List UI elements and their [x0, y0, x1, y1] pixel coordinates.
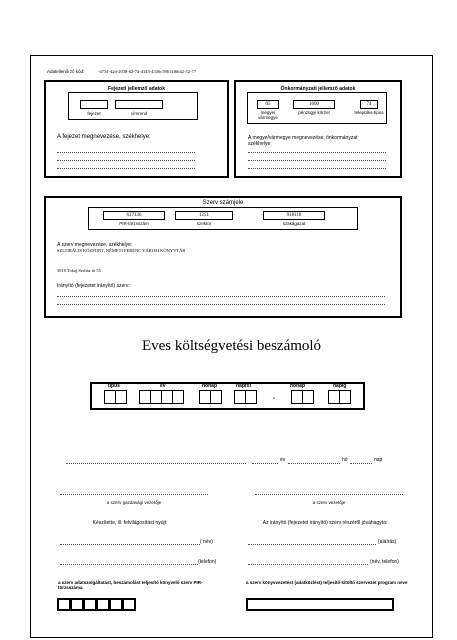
prepared-left-title: Készítette, ill. felvilágosítást nyújt:	[92, 520, 168, 526]
digit-cell[interactable]	[96, 598, 110, 611]
month-line	[288, 463, 340, 464]
onkormanyzat-desc-1: A megye/vármegye megnevezése, önkormányzat	[248, 135, 358, 141]
szektor-cell[interactable]: 1251	[175, 211, 233, 220]
prepared-left-phone: (telefon)	[198, 559, 217, 565]
name-line	[60, 544, 200, 545]
date-day: nap	[374, 457, 383, 463]
onkormanyzat-desc-2: székhelye:	[248, 141, 272, 147]
signature-line-left	[60, 494, 208, 495]
digit-cell[interactable]	[70, 598, 84, 611]
telepules-tipus-cell[interactable]: 74	[360, 100, 378, 109]
prepared-right-title: Az irányító (fejezetet irányító) szerv részéről jóváhagyta:	[262, 520, 388, 526]
digit-cell[interactable]	[210, 390, 222, 404]
dotted-line	[57, 304, 385, 305]
prepared-right-name: (név, telefon)	[370, 559, 399, 565]
dotted-line	[57, 152, 195, 153]
digit-cell[interactable]	[109, 598, 123, 611]
fejezet-desc-label: A fejezet megnevezése, székhelye:	[57, 134, 151, 140]
szerv-szamjele-title: Szerv számjele	[202, 200, 244, 206]
phone-line	[60, 564, 198, 565]
penzugyi-korzet-cell[interactable]: 1600	[293, 100, 335, 109]
period-box	[90, 382, 365, 410]
pir-torzsszam-cell[interactable]: 637136	[103, 211, 165, 220]
digit-cell[interactable]	[83, 598, 97, 611]
telepules-tipus-label: település-típus	[354, 110, 384, 115]
day-line	[350, 463, 372, 464]
napig-cells[interactable]	[329, 390, 351, 404]
period-label-honap: hónap	[202, 383, 217, 389]
digit-cell[interactable]	[172, 390, 184, 404]
tipus-cells[interactable]	[105, 390, 127, 404]
date-month: hó	[342, 457, 348, 463]
fejezet-cell[interactable]	[80, 100, 108, 109]
id-value: -4734-42d-2038-62-74-4143-4336c58614f6b42-52-77	[98, 69, 196, 74]
szektor-label: szektor	[196, 221, 212, 226]
date-year: év	[280, 457, 286, 463]
digit-cell[interactable]	[115, 390, 127, 404]
prepared-left-name: ( név)	[200, 539, 213, 545]
dotted-line	[57, 160, 195, 161]
onkormanyzat-box-title: Önkormányzati jellemző adatok	[280, 86, 356, 92]
name-phone-line	[248, 564, 368, 565]
digit-cell[interactable]	[245, 390, 257, 404]
szerv-address: 3910 Tokaj Serház út 55	[57, 268, 101, 273]
penzugyi-korzet-label: pénzügyi körzet	[298, 110, 330, 115]
period-label-napig: napig	[333, 383, 347, 389]
dotted-line	[248, 152, 386, 153]
footer-left-text: a szerv adatszolgáltatást, beszámolást teljesítő könyvelő szerv PIR-törzsszáma	[58, 580, 203, 590]
dotted-line	[57, 168, 195, 169]
szakagazat-cell[interactable]: 918118	[263, 211, 325, 220]
szakagazat-label: szakágazat	[282, 221, 306, 226]
cimrend-cell[interactable]	[115, 100, 163, 109]
digit-cell[interactable]	[57, 598, 71, 611]
pir-torzsszam-label: PIR-törzsszám	[119, 221, 149, 226]
program-name-field[interactable]	[246, 598, 394, 611]
period-label-ev: év	[160, 383, 166, 389]
dotted-line	[248, 168, 386, 169]
footer-right-text: a szerv könyvvezetést (adatközlést) teljesítő kitöltő szervezet program neve	[246, 580, 408, 585]
honap-cells[interactable]	[200, 390, 222, 404]
year-line	[252, 463, 278, 464]
signature-line-right	[255, 494, 403, 495]
period-separator: -	[273, 396, 275, 402]
naptol-cells[interactable]	[235, 390, 257, 404]
report-title: Eves költségvetési beszámoló	[141, 338, 322, 354]
ev-cells[interactable]	[140, 390, 184, 404]
period-label-naptol: naptól	[236, 383, 251, 389]
place-line	[66, 463, 246, 464]
fejezet-label: fejezet	[87, 111, 101, 116]
megye-label: megye/ vármegye	[258, 110, 278, 120]
dotted-line	[57, 296, 385, 297]
signature-right-label: a szerv vezetője	[312, 500, 346, 505]
period-label-honap-2: hónap	[290, 383, 305, 389]
digit-cell[interactable]	[122, 598, 136, 611]
signature-left-label: a szerv gazdasági vezetője	[106, 500, 162, 505]
prepared-right-sign: (aláírás)	[378, 539, 397, 545]
digit-cell[interactable]	[339, 390, 351, 404]
digit-cell[interactable]	[302, 390, 314, 404]
footer-pir-cells[interactable]	[58, 598, 136, 611]
szerv-name-value: SZLTIRÁLIS KÖZPONT, NÉMETI FERENC VÁROSI KÖNYVTÁR	[57, 248, 186, 253]
cimrend-label: címrend	[130, 111, 148, 116]
sign-line	[248, 544, 376, 545]
szerv-name-label: A szerv megnevezése, székhelye:	[57, 242, 133, 248]
id-label: Adatellenőrző kód:	[47, 69, 85, 74]
iranyito-label: Irányító (fejezetet irányító) szerv:	[57, 283, 130, 289]
dotted-line	[248, 160, 386, 161]
megye-cell[interactable]: 05	[257, 100, 279, 109]
fejezet-box-title: Fejezeti jellemző adatok	[108, 86, 165, 92]
period-label-tipus: típus	[108, 383, 120, 389]
honap-2-cells[interactable]	[292, 390, 314, 404]
